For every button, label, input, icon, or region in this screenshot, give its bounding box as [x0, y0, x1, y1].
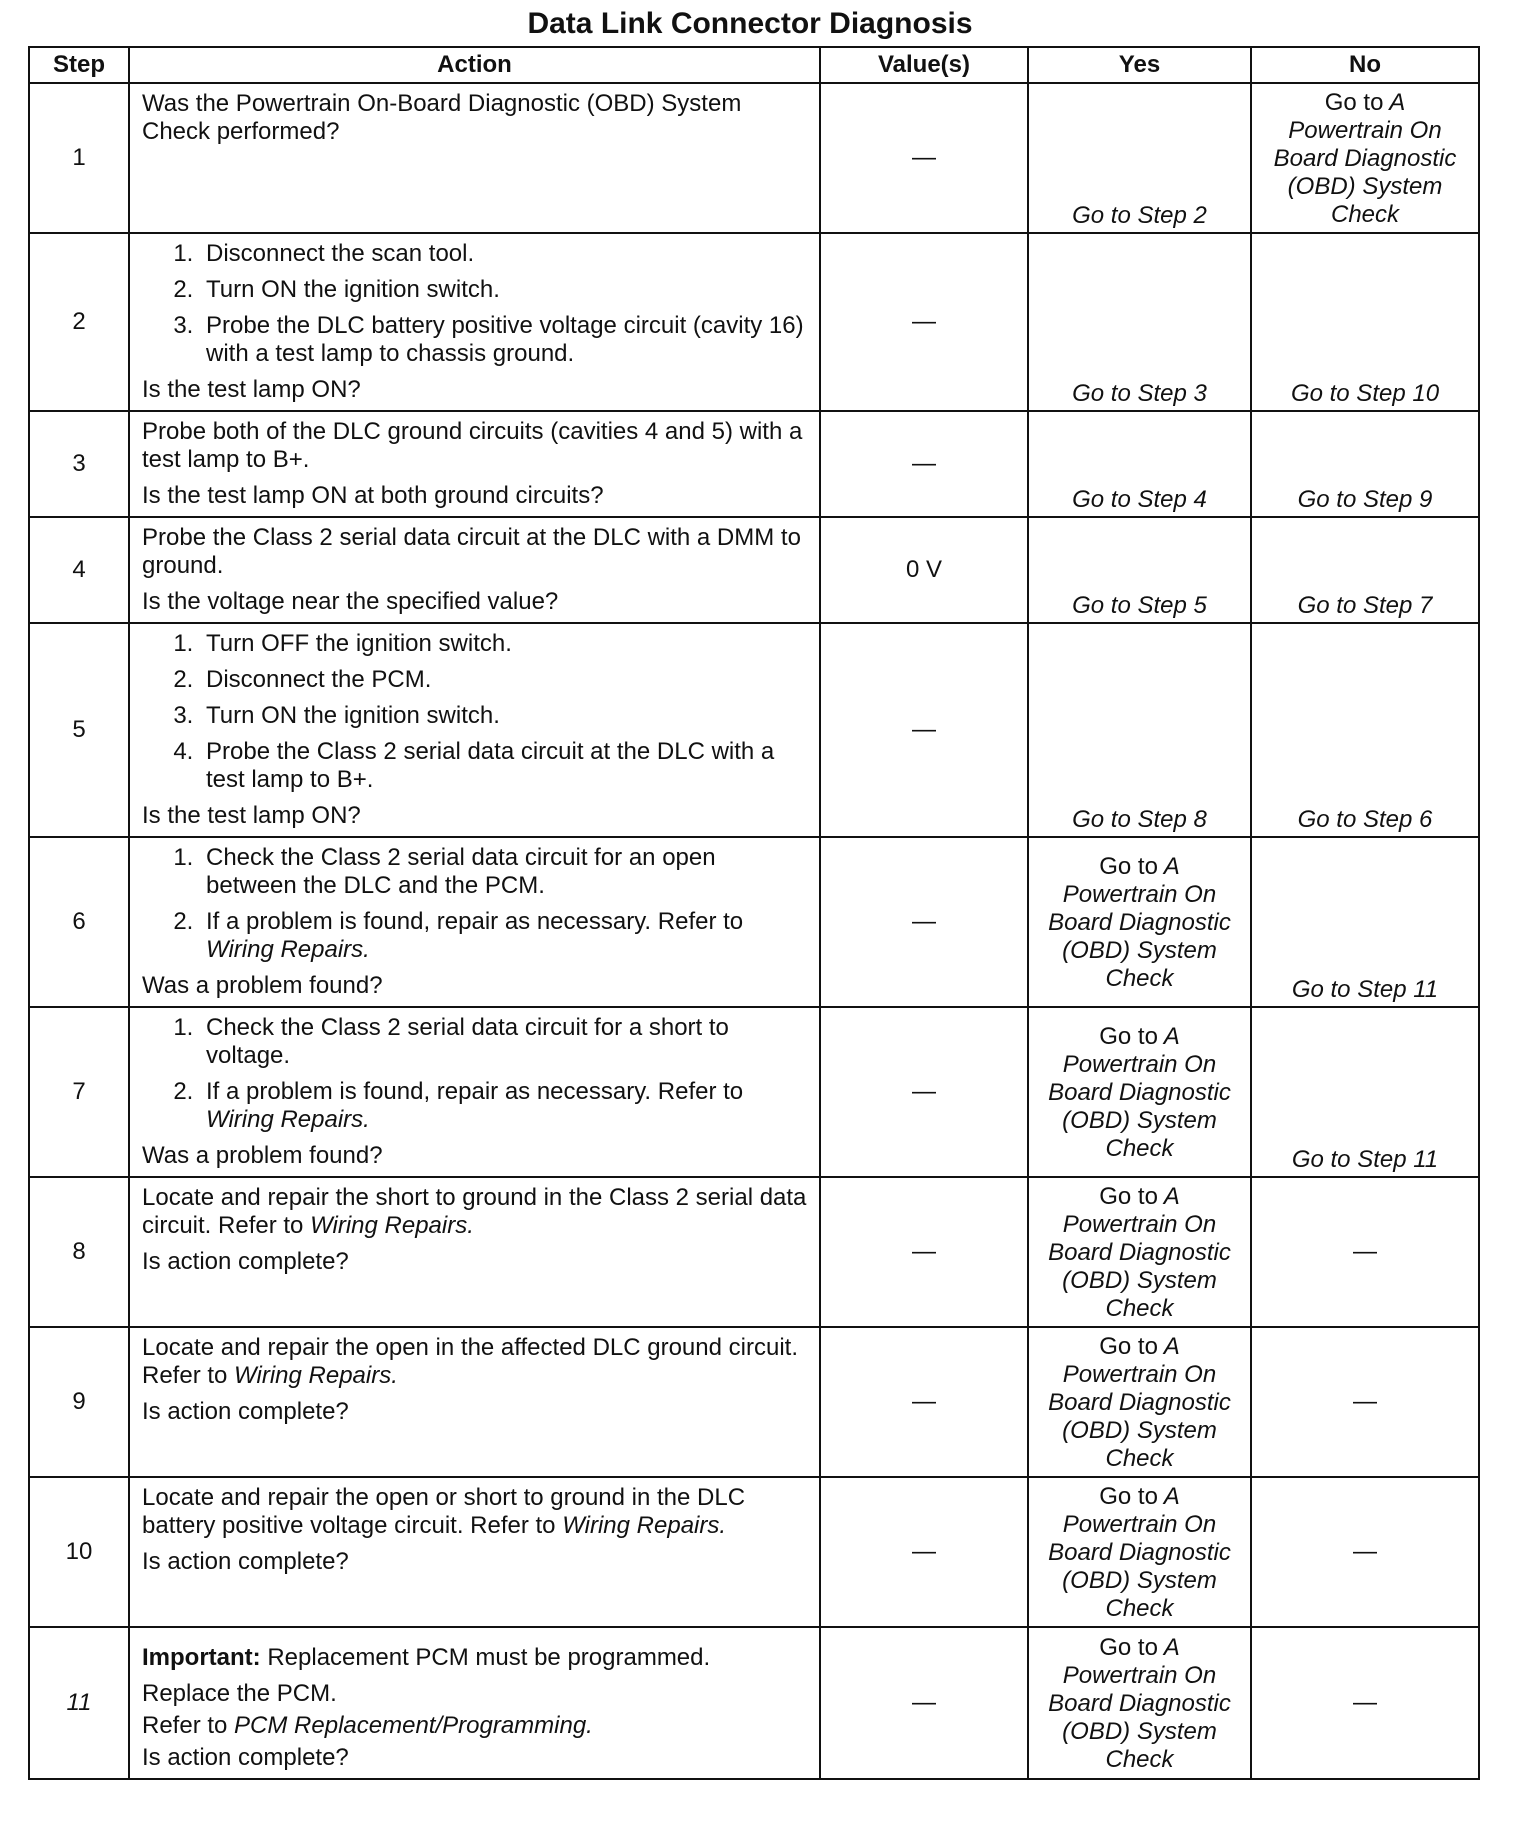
goto-line: (OBD) System: [1062, 937, 1217, 964]
goto-line: Check: [1105, 1135, 1174, 1162]
step-number: 11: [29, 1627, 129, 1779]
action-text: Was the Powertrain On-Board Diagnostic (OBD) System Check performed?: [142, 90, 742, 145]
action-list: [142, 1014, 809, 1134]
yes-cell: Go to Step 4: [1028, 411, 1251, 517]
action-list-item: 2. Disconnect the PCM.: [200, 666, 809, 694]
yes-cell: Go to Step 5: [1028, 517, 1251, 623]
yes-cell: Go to Step 2: [1028, 83, 1251, 233]
yes-cell: [1028, 1177, 1251, 1327]
step-number: 9: [29, 1327, 129, 1477]
goto-line: Board Diagnostic: [1048, 1079, 1231, 1106]
goto-label: Go to: [1099, 1634, 1158, 1661]
column-header-action: Action: [129, 47, 820, 83]
yes-cell: [1028, 1327, 1251, 1477]
goto-a-label: A: [1163, 1023, 1180, 1050]
action-cell: [129, 1327, 820, 1477]
table-row: [29, 233, 1479, 411]
yes-cell: [1028, 1007, 1251, 1177]
goto-a-label: A: [1389, 89, 1406, 116]
no-cell: [1251, 83, 1479, 233]
column-header-yes: Yes: [1028, 47, 1251, 83]
action-cell: [129, 83, 820, 233]
action-question: Is action complete?: [142, 1398, 349, 1425]
wiring-repairs-reference: Wiring Repairs.: [206, 1106, 370, 1133]
diagnosis-table: [28, 46, 1480, 1780]
goto-line: (OBD) System: [1062, 1107, 1217, 1134]
step-number: 5: [29, 623, 129, 837]
goto-a-label: A: [1163, 1483, 1180, 1510]
goto-line: Check: [1105, 1445, 1174, 1472]
value-cell: —: [820, 1327, 1028, 1477]
goto-line: Check: [1105, 1746, 1174, 1773]
action-list-item: 1. Check the Class 2 serial data circuit for an open between the DLC and the PCM.: [200, 844, 809, 900]
value-cell: —: [820, 837, 1028, 1007]
no-cell: —: [1251, 1327, 1479, 1477]
yes-cell: Go to Step 3: [1028, 233, 1251, 411]
action-text: Probe the Class 2 serial data circuit at the DLC with a DMM to ground.: [142, 524, 801, 579]
value-cell: —: [820, 1177, 1028, 1327]
step-number: 10: [29, 1477, 129, 1627]
column-header-step: Step: [29, 47, 129, 83]
value-cell: —: [820, 1477, 1028, 1627]
yes-cell: [1028, 1627, 1251, 1779]
goto-line: Check: [1105, 1595, 1174, 1622]
goto-label: Go to: [1099, 853, 1158, 880]
action-text-body: Locate and repair the open in the affected DLC ground circuit. Refer to: [142, 1334, 798, 1389]
no-cell: Go to Step 9: [1251, 411, 1479, 517]
action-list: [142, 844, 809, 964]
goto-a-label: A: [1163, 853, 1180, 880]
goto-label: Go to: [1099, 1483, 1158, 1510]
wiring-repairs-reference: Wiring Repairs.: [206, 936, 370, 963]
goto-label: Go to: [1099, 1183, 1158, 1210]
action-list-item: 1. Turn OFF the ignition switch.: [200, 630, 809, 658]
pcm-replacement-reference: PCM Replacement/Programming.: [234, 1712, 593, 1739]
action-question: Was a problem found?: [142, 1142, 383, 1169]
no-cell: Go to Step 11: [1251, 1007, 1479, 1177]
action-question: Was a problem found?: [142, 972, 383, 999]
action-list-item: 1. Disconnect the scan tool.: [200, 240, 809, 268]
step-number: 4: [29, 517, 129, 623]
action-cell: [129, 1627, 820, 1779]
action-cell: [129, 517, 820, 623]
step-number: 6: [29, 837, 129, 1007]
wiring-repairs-reference: Wiring Repairs.: [310, 1212, 474, 1239]
value-cell: —: [820, 83, 1028, 233]
goto-line: Board Diagnostic: [1273, 145, 1457, 172]
goto-line: Powertrain On: [1288, 117, 1442, 144]
step-number: 3: [29, 411, 129, 517]
no-cell: —: [1251, 1477, 1479, 1627]
goto-line: Check: [1330, 201, 1400, 228]
table-row: [29, 517, 1479, 623]
action-list-item: [200, 908, 809, 964]
goto-line: Board Diagnostic: [1048, 1690, 1231, 1717]
goto-line: Powertrain On: [1062, 1361, 1217, 1388]
action-cell: [129, 1477, 820, 1627]
table-row: [29, 1477, 1479, 1627]
action-text: [142, 1334, 809, 1390]
goto-a-label: A: [1163, 1634, 1180, 1661]
action-list-item: 3. Turn ON the ignition switch.: [200, 702, 809, 730]
action-text: Replace the PCM.: [142, 1680, 337, 1707]
goto-line: Powertrain On: [1062, 881, 1217, 908]
no-cell: —: [1251, 1627, 1479, 1779]
wiring-repairs-reference: Wiring Repairs.: [234, 1362, 398, 1389]
step-number: 1: [29, 83, 129, 233]
no-cell: Go to Step 6: [1251, 623, 1479, 837]
table-row: [29, 83, 1479, 233]
goto-a-label: A: [1163, 1183, 1180, 1210]
action-cell: [129, 1007, 820, 1177]
action-list-item: 2. Turn ON the ignition switch.: [200, 276, 809, 304]
action-text: [142, 1712, 809, 1740]
action-list: [142, 240, 809, 368]
goto-line: Board Diagnostic: [1048, 1239, 1231, 1266]
goto-label: Go to: [1324, 89, 1384, 116]
page-title: Data Link Connector Diagnosis: [527, 7, 973, 40]
table-row: [29, 623, 1479, 837]
goto-line: (OBD) System: [1062, 1417, 1217, 1444]
goto-line: Board Diagnostic: [1048, 1389, 1231, 1416]
action-question: Is action complete?: [142, 1248, 349, 1275]
no-cell: —: [1251, 1177, 1479, 1327]
action-cell: [129, 1177, 820, 1327]
important-label: Important:: [142, 1644, 261, 1671]
action-list-item-text: If a problem is found, repair as necessary. Refer to: [206, 1078, 744, 1105]
column-header-no: No: [1251, 47, 1479, 83]
action-cell: [129, 233, 820, 411]
yes-cell: [1028, 1477, 1251, 1627]
value-cell: —: [820, 623, 1028, 837]
action-cell: [129, 623, 820, 837]
step-number: 2: [29, 233, 129, 411]
action-list-item-text: If a problem is found, repair as necessary. Refer to: [206, 908, 744, 935]
no-cell: Go to Step 7: [1251, 517, 1479, 623]
no-cell: Go to Step 10: [1251, 233, 1479, 411]
goto-line: (OBD) System: [1062, 1567, 1217, 1594]
table-row: [29, 1177, 1479, 1327]
value-cell: 0 V: [820, 517, 1028, 623]
action-text-body: Locate and repair the short to ground in the Class 2 serial data circuit. Refer to: [142, 1184, 807, 1239]
action-cell: [129, 837, 820, 1007]
action-question: Is the test lamp ON at both ground circuits?: [142, 482, 604, 509]
action-question: Is the test lamp ON?: [142, 802, 361, 829]
action-question: Is action complete?: [142, 1744, 349, 1771]
table-row: [29, 411, 1479, 517]
goto-label: Go to: [1099, 1023, 1158, 1050]
action-text-body: Locate and repair the open or short to ground in the DLC battery positive voltage circuit. Refer to: [142, 1484, 746, 1539]
action-list-item: [200, 1078, 809, 1134]
action-text: [142, 1184, 809, 1240]
action-question: Is action complete?: [142, 1548, 349, 1575]
table-row: [29, 1007, 1479, 1177]
column-header-values: Value(s): [820, 47, 1028, 83]
action-text: [142, 1484, 809, 1540]
goto-line: Check: [1105, 965, 1174, 992]
step-number: 8: [29, 1177, 129, 1327]
table-row: [29, 1627, 1479, 1779]
goto-line: Powertrain On: [1062, 1662, 1217, 1689]
wiring-repairs-reference: Wiring Repairs.: [562, 1512, 727, 1539]
no-cell: Go to Step 11: [1251, 837, 1479, 1007]
goto-line: Powertrain On: [1062, 1211, 1217, 1238]
action-list-item: 4. Probe the Class 2 serial data circuit at the DLC with a test lamp to B+.: [200, 738, 809, 794]
action-question: Is the test lamp ON?: [142, 376, 361, 403]
action-list-item: 3. Probe the DLC battery positive voltage circuit (cavity 16) with a test lamp to chassis ground.: [200, 312, 809, 368]
goto-line: Board Diagnostic: [1048, 909, 1231, 936]
action-list-item: 1. Check the Class 2 serial data circuit for a short to voltage.: [200, 1014, 809, 1070]
action-text: Probe both of the DLC ground circuits (cavities 4 and 5) with a test lamp to B+.: [142, 418, 803, 473]
important-note: [142, 1644, 809, 1672]
table-row: [29, 1327, 1479, 1477]
header-row: [29, 47, 1479, 83]
value-cell: —: [820, 1627, 1028, 1779]
action-list: [142, 630, 809, 794]
goto-line: Powertrain On: [1062, 1051, 1217, 1078]
goto-label: Go to: [1099, 1333, 1158, 1360]
yes-cell: [1028, 837, 1251, 1007]
yes-cell: Go to Step 8: [1028, 623, 1251, 837]
value-cell: —: [820, 1007, 1028, 1177]
refer-prefix: Refer to: [142, 1712, 228, 1739]
value-cell: —: [820, 411, 1028, 517]
table-row: [29, 837, 1479, 1007]
important-text: Replacement PCM must be programmed.: [267, 1644, 711, 1671]
goto-a-label: A: [1163, 1333, 1180, 1360]
value-cell: —: [820, 233, 1028, 411]
goto-line: Powertrain On: [1062, 1511, 1217, 1538]
action-question: Is the voltage near the specified value?: [142, 588, 559, 615]
goto-line: (OBD) System: [1287, 173, 1443, 200]
action-cell: [129, 411, 820, 517]
step-number: 7: [29, 1007, 129, 1177]
goto-line: (OBD) System: [1062, 1267, 1217, 1294]
goto-line: (OBD) System: [1062, 1718, 1217, 1745]
goto-line: Check: [1105, 1295, 1174, 1322]
goto-line: Board Diagnostic: [1048, 1539, 1231, 1566]
